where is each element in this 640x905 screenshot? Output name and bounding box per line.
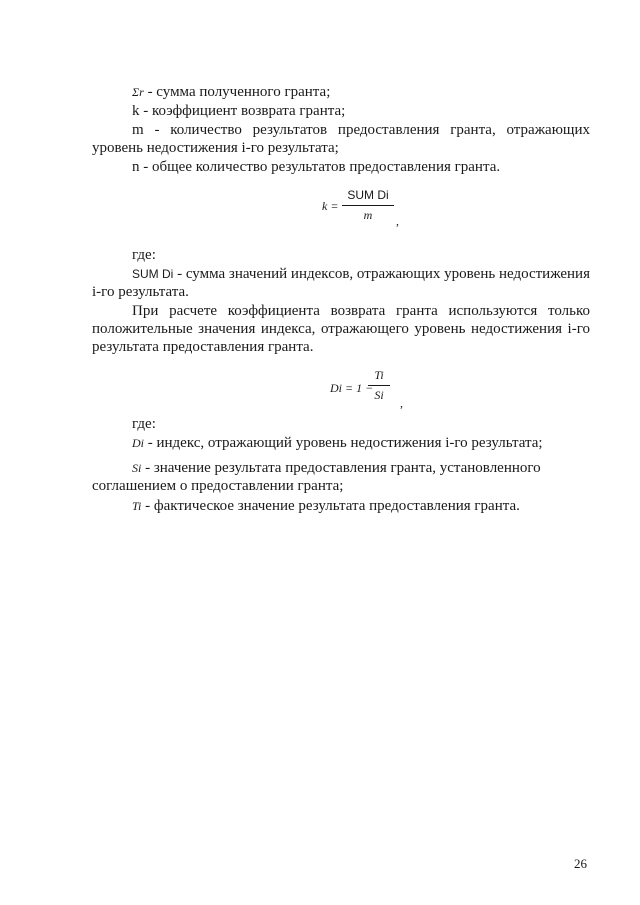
formula-k-fraction-bar bbox=[342, 205, 394, 206]
formula-k-lhs: k = bbox=[322, 199, 339, 213]
sum-r-symbol: Σr bbox=[132, 85, 144, 99]
page-number: 26 bbox=[574, 856, 587, 871]
def-sum-r bbox=[132, 83, 330, 101]
def-k: k - коэффициент возврата гранта; bbox=[132, 103, 346, 119]
def-si bbox=[132, 459, 590, 477]
paragraph-line-2: положительные значения индекса, отражающего уровень недостижения i-го bbox=[92, 321, 590, 337]
paragraph-line-3: результата предоставления гранта. bbox=[92, 339, 314, 355]
formula-k-numerator: SUM Di bbox=[347, 188, 389, 202]
def-m-line-1: m - количество результатов предоставления гранта, отражающих bbox=[132, 122, 590, 138]
sum-di-cont: i-го результата. bbox=[92, 284, 189, 300]
di-symbol: Di bbox=[132, 436, 144, 450]
paragraph-line-1: При расчете коэффициента возврата гранта используются только bbox=[132, 303, 590, 319]
ti-text: - фактическое значение результата предоставления гранта. bbox=[145, 498, 520, 514]
formula-d-denominator: Si bbox=[374, 388, 384, 402]
def-n: n - общее количество результатов предоставления гранта. bbox=[132, 159, 501, 175]
formula-k-denominator: m bbox=[363, 208, 373, 222]
def-ti bbox=[132, 497, 520, 515]
sum-di-symbol: SUM Di bbox=[132, 267, 174, 281]
formula-k-comma: , bbox=[396, 214, 399, 228]
def-di bbox=[132, 434, 543, 452]
sum-di-text: - сумма значений индексов, отражающих уровень недостижения bbox=[177, 266, 590, 282]
si-text-2: соглашением о предоставлении гранта; bbox=[92, 478, 344, 494]
si-text-1: - значение результата предоставления гранта, установленного bbox=[145, 460, 541, 476]
formula-d-comma: , bbox=[400, 396, 403, 410]
formula-d-lhs: Di = 1 − bbox=[330, 381, 374, 395]
formula-d-numerator: Ti bbox=[374, 368, 384, 382]
si-symbol: Si bbox=[132, 461, 142, 475]
def-sum-di bbox=[132, 265, 590, 283]
formula-d bbox=[322, 366, 422, 412]
where-label-1: где: bbox=[132, 247, 156, 263]
formula-k bbox=[300, 186, 420, 232]
def-m-line-2: уровень недостижения i-го результата; bbox=[92, 140, 339, 156]
formula-d-fraction-bar bbox=[368, 385, 390, 386]
where-label-2: где: bbox=[132, 416, 156, 432]
sum-r-text: - сумма полученного гранта; bbox=[147, 84, 331, 100]
ti-symbol: Ti bbox=[132, 499, 142, 513]
di-text: - индекс, отражающий уровень недостижения i-го результата; bbox=[147, 435, 543, 451]
